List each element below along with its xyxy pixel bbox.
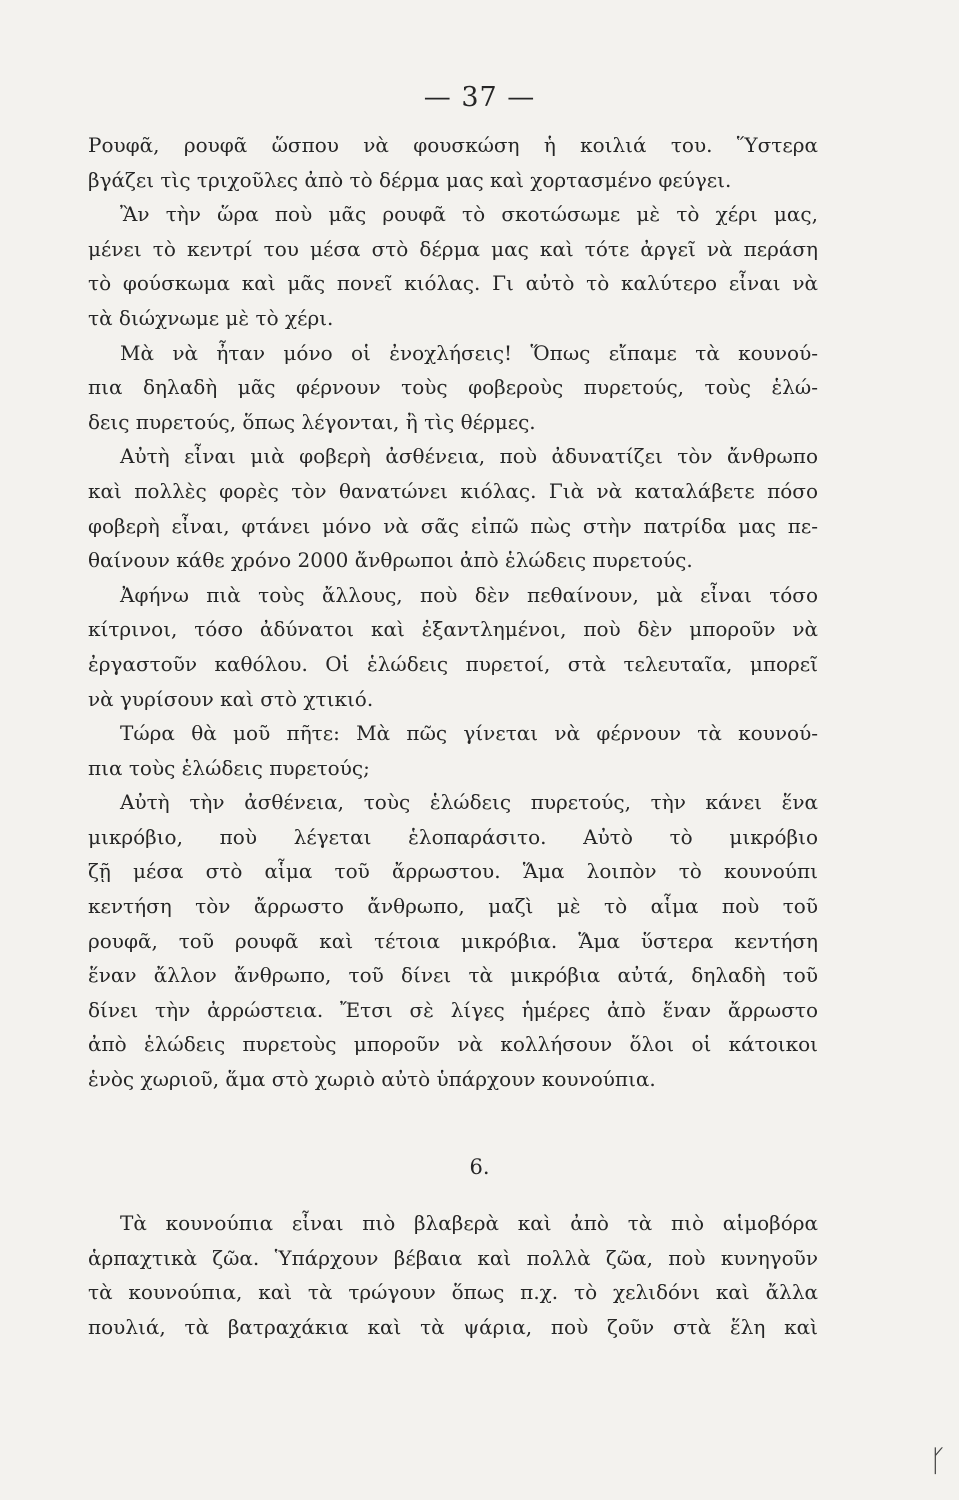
text-line: Ρουφᾶ, ρουφᾶ ὥσπου νὰ φουσκώση ἡ κοιλιά του. Ὕστερα — [88, 133, 818, 157]
text-line: ἐργαστοῦν καθόλου. Οἱ ἑλώδεις πυρετοί, στὰ τελευταῖα, μπορεῖ — [88, 651, 818, 676]
text-line: φοβερὴ εἶναι, φτάνει μόνο νὰ σᾶς εἰπῶ πὼς στὴν πατρίδα μας πε- — [88, 513, 818, 538]
text-line: Αὐτὴ εἶναι μιὰ φοβερὴ ἀσθένεια, ποὺ ἀδυνατίζει τὸν ἄνθρωπο — [120, 444, 818, 469]
text-line: κίτρινοι, τόσο ἀδύνατοι καὶ ἐξαντλημένοι, ποὺ δὲν μποροῦν νὰ — [88, 617, 818, 642]
text-line: μένει τὸ κεντρί του μέσα στὸ δέρμα μας καὶ τότε ἀργεῖ νὰ περάση — [88, 236, 818, 261]
text-line: δίνει τὴν ἀρρώστεια. Ἔτσι σὲ λίγες ἡμέρες ἀπὸ ἕναν ἄρρωστο — [88, 997, 818, 1022]
text-line: πια δηλαδὴ μᾶς φέρνουν τοὺς φοβεροὺς πυρετούς, τοὺς ἑλώ- — [88, 375, 818, 400]
section-number: 6. — [469, 1155, 490, 1179]
text-line: ζῇ μέσα στὸ αἷμα τοῦ ἄρρωστου. Ἅμα λοιπὸν τὸ κουνούπι — [88, 859, 818, 884]
text-line: ρουφᾶ, τοῦ ρουφᾶ καὶ τέτοια μικρόβια. Ἅμα ὕστερα κεντήση — [88, 928, 818, 953]
text-line: Μὰ νὰ ἦταν μόνο οἱ ἐνοχλήσεις! Ὅπως εἴπαμε τὰ κουνού- — [120, 340, 818, 365]
corner-ink-mark: ᚴ — [929, 1444, 947, 1479]
text-line: Ἂν τὴν ὥρα ποὺ μᾶς ρουφᾶ τὸ σκοτώσωμε μὲ τὸ χέρι μας, — [120, 202, 818, 227]
text-line: ἕναν ἄλλον ἄνθρωπο, τοῦ δίνει τὰ μικρόβια αὐτά, δηλαδὴ τοῦ — [88, 963, 818, 988]
text-line: δεις πυρετούς, ὅπως λέγονται, ἢ τὶς θέρμες. — [88, 409, 536, 434]
page-number: — 37 — — [423, 82, 536, 113]
text-line: Τὰ κουνούπια εἶναι πιὸ βλαβερὰ καὶ ἀπὸ τὰ πιὸ αἱμοβόρα — [120, 1211, 818, 1235]
text-line: Αὐτὴ τὴν ἀσθένεια, τοὺς ἑλώδεις πυρετούς, τὴν κάνει ἕνα — [120, 790, 818, 815]
text-line: πουλιά, τὰ βατραχάκια καὶ τὰ ψάρια, ποὺ ζοῦν στὰ ἕλη καὶ — [88, 1314, 818, 1339]
text-line: ἀπὸ ἑλώδεις πυρετοὺς μποροῦν νὰ κολλήσουν ὅλοι οἱ κάτοικοι — [88, 1032, 818, 1057]
text-line: βγάζει τὶς τριχοῦλες ἀπὸ τὸ δέρμα μας καὶ χορτασμένο φεύγει. — [88, 167, 732, 192]
text-line: πια τοὺς ἑλώδεις πυρετούς; — [88, 755, 370, 780]
text-line: ἁρπαχτικὰ ζῶα. Ὑπάρχουν βέβαια καὶ πολλὰ ζῶα, ποὺ κυνηγοῦν — [88, 1245, 818, 1270]
text-line: νὰ γυρίσουν καὶ στὸ χτικιό. — [88, 686, 374, 711]
text-line: θαίνουν κάθε χρόνο 2000 ἄνθρωποι ἀπὸ ἑλώδεις πυρετούς. — [88, 548, 693, 573]
text-line: Τώρα θὰ μοῦ πῆτε: Μὰ πῶς γίνεται νὰ φέρνουν τὰ κουνού- — [120, 721, 818, 746]
text-line: τὰ διώχνωμε μὲ τὸ χέρι. — [88, 305, 334, 330]
text-line: κεντήση τὸν ἄρρωστο ἄνθρωπο, μαζὶ μὲ τὸ αἷμα ποὺ τοῦ — [88, 894, 818, 919]
text-line: τὰ κουνούπια, καὶ τὰ τρώγουν ὅπως π.χ. τὸ χελιδόνι καὶ ἄλλα — [88, 1280, 818, 1305]
text-line: καὶ πολλὲς φορὲς τὸν θανατώνει κιόλας. Γιὰ νὰ καταλάβετε πόσο — [88, 478, 818, 503]
text-line: μικρόβιο, ποὺ λέγεται ἑλοπαράσιτο. Αὐτὸ τὸ μικρόβιο — [88, 824, 818, 849]
text-line: τὸ φούσκωμα καὶ μᾶς πονεῖ κιόλας. Γι αὐτὸ τὸ καλύτερο εἶναι νὰ — [88, 271, 818, 296]
text-line: Ἀφήνω πιὰ τοὺς ἄλλους, ποὺ δὲν πεθαίνουν, μὰ εἶναι τόσο — [120, 582, 818, 607]
section-text-block — [88, 1206, 818, 1344]
text-line: ἑνὸς χωριοῦ, ἅμα στὸ χωριὸ αὐτὸ ὑπάρχουν κουνούπια. — [88, 1067, 656, 1092]
main-text-block — [88, 128, 818, 1097]
